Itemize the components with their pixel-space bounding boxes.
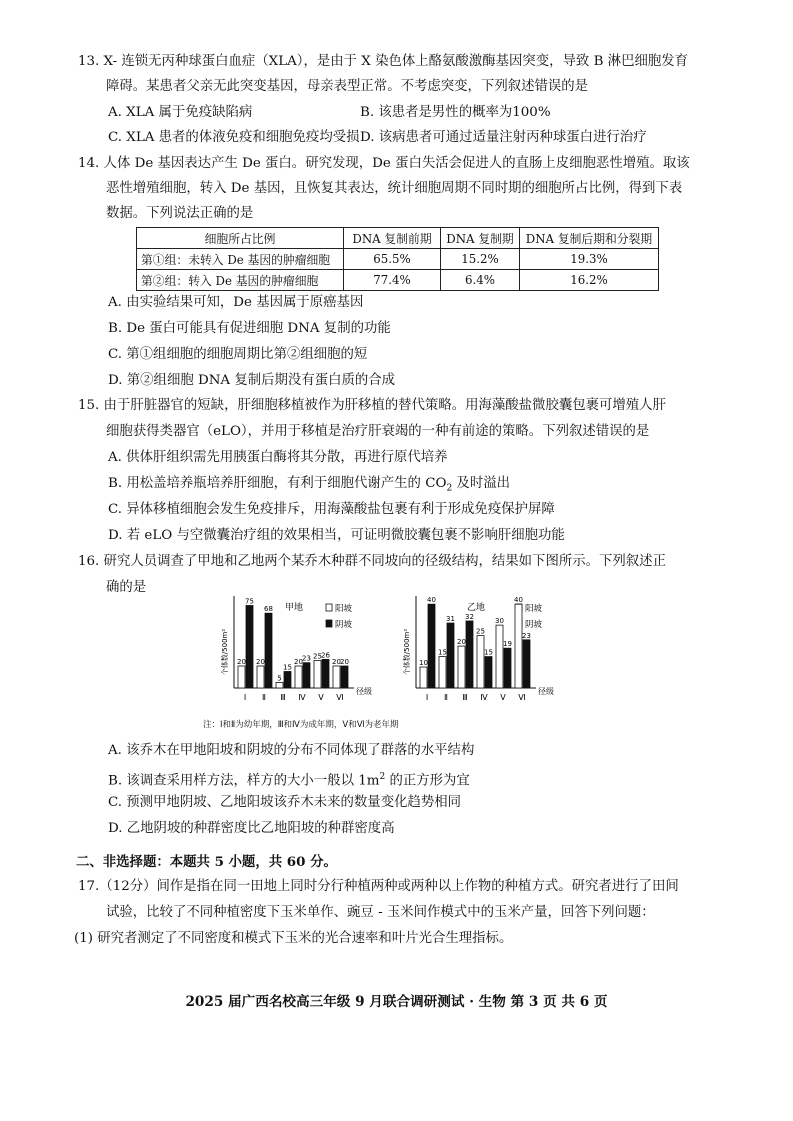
q15-option-d: D. 若 eLO 与空微囊治疗组的效果相当，可证明微胶囊包裹不影响肝细胞功能 (108, 528, 565, 543)
q14-stem-line2: 恶性增殖细胞，转入 De 基因，且恢复其表达，统计细胞周期不同时期的细胞所占比例，得到下表 (106, 181, 683, 196)
x-axis-label: 径级 (356, 687, 372, 696)
q13-stem-line1: 13. X- 连锁无丙种球蛋白血症（XLA），是由于 X 染色体上酪氨酸激酶基因突变，导致 B 淋巴细胞发育 (78, 54, 689, 69)
q17-stem-line2: 试验，比较了不同种植密度下玉米单作、豌豆 - 玉米间作模式中的玉米产量，回答下列问题： (106, 905, 655, 920)
q14-option-b: B. De 蛋白可能具有促进细胞 DNA 复制的功能 (108, 321, 391, 336)
page-footer: 2025 届广西名校高三年级 9 月联合调研测试 · 生物 第 3 页 共 6 页 (185, 994, 608, 1010)
q15-option-b (108, 474, 510, 499)
data-label: 25 (313, 652, 322, 661)
bar (466, 621, 473, 688)
data-label: 23 (522, 631, 531, 640)
data-label: 10 (419, 659, 428, 668)
table-header-cell: DNA 复制期 (441, 228, 520, 249)
chart-note: 注：Ⅰ和Ⅱ为幼年期，Ⅲ和Ⅳ为成年期，Ⅴ和Ⅵ为老年期 (203, 720, 399, 730)
bar (276, 683, 283, 689)
bar (496, 625, 503, 688)
x-tick-label: Ⅰ (425, 693, 429, 702)
x-tick-label: Ⅴ (318, 693, 324, 702)
bar (420, 667, 427, 688)
bar (428, 604, 435, 688)
bar (515, 604, 522, 688)
data-label: 75 (245, 597, 254, 606)
table-cell: 6.4% (441, 270, 520, 291)
legend-swatch (326, 604, 332, 611)
data-label: 20 (256, 658, 265, 666)
q16-option-c: C. 预测甲地阴坡、乙地阳坡该乔木未来的数量变化趋势相同 (108, 795, 462, 810)
bar (265, 613, 272, 688)
bar (257, 666, 264, 688)
data-label: 19 (503, 640, 512, 649)
q15-option-b-tail: 及时溢出 (452, 476, 510, 491)
y-axis-label: 个体数/500m² (221, 628, 229, 676)
chart-jia-svg (200, 590, 390, 718)
bar (485, 657, 492, 688)
table-cell: 16.2% (520, 270, 659, 291)
table-row (137, 270, 659, 291)
q14-stem-line3: 数据。下列说法正确的是 (106, 206, 254, 221)
q16-option-d: D. 乙地阴坡的种群密度比乙地阳坡的种群密度高 (108, 821, 395, 836)
data-label: 20 (457, 638, 466, 647)
bar (284, 672, 291, 689)
chart-jia (200, 590, 390, 718)
section-heading: 二、非选择题：本题共 5 小题，共 60 分。 (76, 854, 337, 870)
data-label: 32 (465, 612, 474, 621)
table-header-cell: DNA 复制后期和分裂期 (520, 228, 659, 249)
x-tick-label: Ⅵ (336, 693, 344, 702)
data-label: 40 (427, 596, 436, 605)
bar (238, 666, 245, 688)
bar (314, 661, 321, 689)
data-label: 20 (294, 658, 303, 666)
q15-option-c: C. 异体移植细胞会发生免疫排斥，用海藻酸盐包裹有利于形成免疫保护屏障 (108, 502, 555, 517)
data-label: 26 (321, 651, 330, 660)
table-row (137, 249, 659, 270)
q17-stem-line1: 17.（12分）间作是指在同一田地上同时分行种植两种或两种以上作物的种植方式。研究者进行了田间 (78, 879, 679, 894)
table-cell: 77.4% (344, 270, 441, 291)
bar (341, 666, 348, 688)
bar (439, 657, 446, 688)
data-label: 31 (446, 615, 455, 624)
x-tick-label: Ⅳ (480, 693, 488, 702)
chart-title: 乙地 (466, 603, 486, 613)
q16-option-b-tail: 的正方形为宜 (385, 773, 470, 789)
q17-stem-line3: (1) 研究者测定了不同密度和模式下玉米的光合速率和叶片光合生理指标。 (74, 931, 513, 946)
legend-label: 阴坡 (335, 620, 353, 630)
data-label: 5 (277, 674, 282, 683)
q14-option-c: C. 第①组细胞的细胞周期比第②组细胞的短 (108, 347, 368, 362)
bar (322, 659, 329, 688)
q16-stem-line1: 16. 研究人员调查了甲地和乙地两个某乔木种群不同坡向的径级结构，结果如下图所示。下列叙述正 (78, 554, 666, 569)
q14-stem-line1: 14. 人体 De 基因表达产生 De 蛋白。研究发现，De 蛋白失活会促进人的直肠上皮细胞恶性增殖。取该 (78, 156, 690, 171)
q14-option-d: D. 第②组细胞 DNA 复制后期没有蛋白质的合成 (108, 373, 396, 388)
chart-title: 甲地 (284, 603, 304, 613)
y-axis-label: 个体数/500m² (403, 628, 411, 676)
x-tick-label: Ⅱ (262, 693, 266, 702)
table-header-row (137, 228, 659, 249)
q13-option-d: D. 该病患者可通过适量注射丙种球蛋白进行治疗 (360, 130, 647, 145)
data-label: 20 (237, 658, 246, 666)
x-tick-label: Ⅵ (518, 693, 526, 702)
q13-option-b: B. 该患者是男性的概率为100% (360, 105, 551, 120)
chart-yi (382, 590, 582, 718)
legend-label: 阴坡 (525, 620, 543, 630)
bar (504, 648, 511, 688)
q15-stem-line1: 15. 由于肝脏器官的短缺，肝细胞移植被作为肝移植的替代策略。用海藻酸盐微胶囊包裹可增殖人肝 (78, 398, 666, 413)
legend-swatch (326, 620, 332, 627)
data-label: 30 (495, 617, 504, 626)
q15-option-b-text: B. 用松盖培养瓶培养肝细胞，有利于细胞代谢产生的 CO (108, 476, 447, 491)
data-label: 25 (476, 627, 485, 636)
legend-label: 阳坡 (335, 604, 353, 614)
table-cell: 65.5% (344, 249, 441, 270)
q15-option-b-subscript: 2 (446, 483, 453, 494)
q16-option-b-text: B. 该调查采用样方法，样方的大小一般以 1m (108, 773, 380, 789)
q14-data-table (136, 227, 659, 291)
data-label: 23 (302, 654, 311, 663)
data-label: 40 (514, 596, 523, 605)
x-axis-label: 径级 (538, 687, 554, 696)
q16-option-a: A. 该乔木在甲地阳坡和阴坡的分布不同体现了群落的水平结构 (108, 743, 475, 758)
bar (295, 666, 302, 688)
q15-option-a: A. 供体肝组织需先用胰蛋白酶将其分散，再进行原代培养 (108, 450, 448, 465)
x-tick-label: Ⅲ (462, 693, 468, 702)
table-cell: 15.2% (441, 249, 520, 270)
x-tick-label: Ⅴ (500, 693, 506, 702)
bar (458, 646, 465, 688)
q16-stem-line2: 确的是 (106, 580, 147, 595)
data-label: 68 (264, 605, 273, 614)
q13-option-c: C. XLA 患者的体液免疫和细胞免疫均受损 (108, 130, 360, 145)
bar (523, 640, 530, 688)
data-label: 15 (283, 663, 292, 672)
data-label: 20 (332, 658, 341, 666)
data-label: 15 (484, 648, 493, 657)
table-cell: 19.3% (520, 249, 659, 270)
bar (447, 623, 454, 688)
q14-option-a: A. 由实验结果可知，De 基因属于原癌基因 (108, 295, 364, 310)
chart-yi-svg (382, 590, 582, 718)
table-cell: 第①组：未转入 De 基因的肿瘤细胞 (137, 249, 344, 270)
q13-option-a: A. XLA 属于免疫缺陷病 (108, 105, 253, 120)
bar (477, 636, 484, 688)
q13-stem-line2: 障碍。某患者父亲无此突变基因，母亲表型正常。不考虑突变，下列叙述错误的是 (106, 79, 589, 94)
x-tick-label: Ⅰ (243, 693, 247, 702)
data-label: 20 (340, 658, 349, 666)
bar (246, 606, 253, 689)
q16-option-b (108, 767, 470, 791)
legend-label: 阳坡 (525, 604, 543, 614)
q16-option-b-superscript: 2 (379, 772, 386, 782)
x-tick-label: Ⅱ (444, 693, 448, 702)
data-label: 15 (438, 648, 447, 657)
x-tick-label: Ⅳ (298, 693, 306, 702)
table-cell: 第②组：转入 De 基因的肿瘤细胞 (137, 270, 344, 291)
bar (303, 663, 310, 688)
bar (333, 666, 340, 688)
table-header-cell: DNA 复制前期 (344, 228, 441, 249)
table-header-cell: 细胞所占比例 (137, 228, 344, 249)
x-tick-label: Ⅲ (280, 693, 286, 702)
q15-stem-line2: 细胞获得类器官（eLO），并用于移植是治疗肝衰竭的一种有前途的策略。下列叙述错误的是 (106, 424, 650, 439)
